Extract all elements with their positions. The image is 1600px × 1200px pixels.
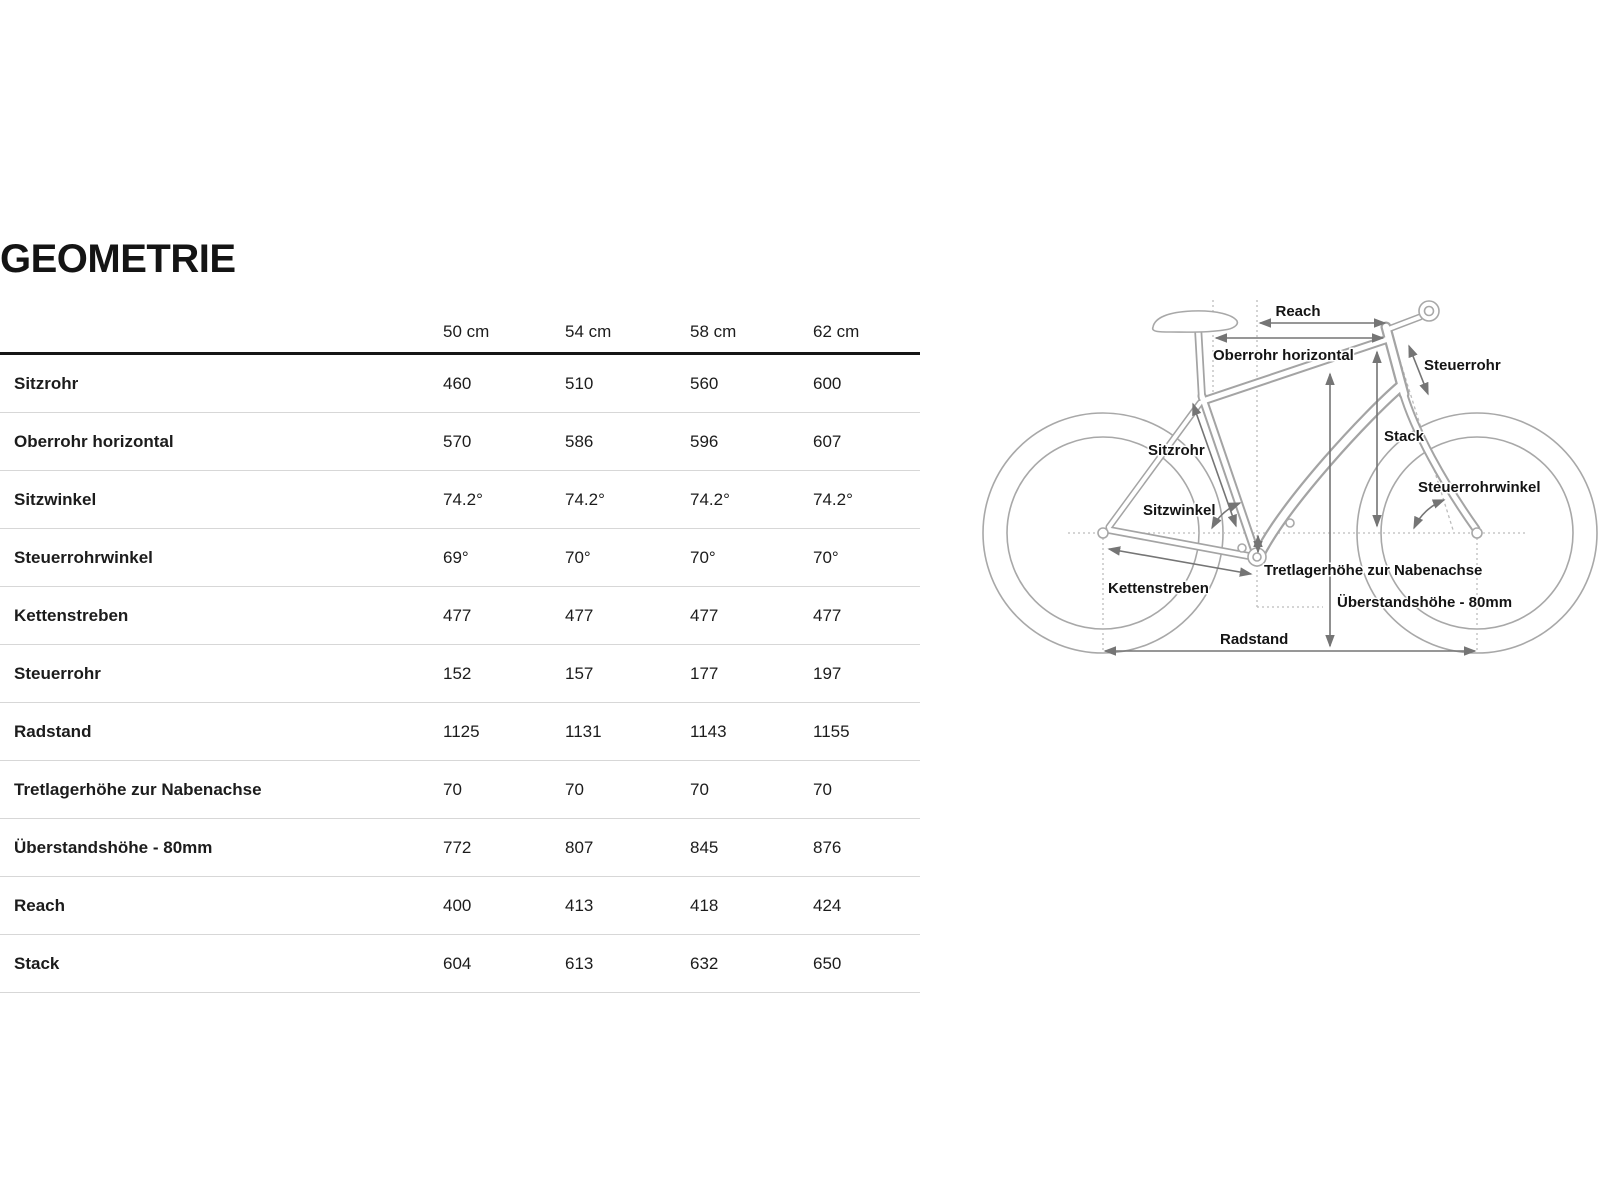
cell-value: 69° — [443, 547, 469, 567]
cell-value: 607 — [813, 431, 842, 451]
row-label: Reach — [14, 895, 66, 915]
cell-value: 600 — [813, 373, 842, 393]
cell-value: 70° — [690, 547, 716, 567]
cell-value: 424 — [813, 895, 842, 915]
table-row — [0, 877, 920, 935]
cell-value: 560 — [690, 373, 719, 393]
table-row — [0, 761, 920, 819]
cell-value: 70° — [813, 547, 839, 567]
cell-value: 177 — [690, 663, 719, 683]
column-header-54cm: 54 cm — [565, 322, 612, 341]
cell-value: 70° — [565, 547, 591, 567]
table-row — [0, 935, 920, 993]
cell-value: 876 — [813, 837, 842, 857]
table-row — [0, 587, 920, 645]
cell-value: 510 — [565, 373, 594, 393]
row-label: Kettenstreben — [14, 605, 129, 625]
cell-value: 596 — [690, 431, 719, 451]
cell-value: 632 — [690, 953, 719, 973]
cell-value: 152 — [443, 663, 472, 683]
cell-value: 400 — [443, 895, 472, 915]
cell-value: 74.2° — [690, 489, 730, 509]
cell-value: 845 — [690, 837, 719, 857]
reach-label: Reach — [1275, 303, 1321, 320]
column-header-50cm: 50 cm — [443, 322, 490, 341]
cell-value: 477 — [443, 605, 472, 625]
cell-value: 197 — [813, 663, 842, 683]
row-label: Steuerrohr — [14, 663, 101, 683]
cell-value: 70 — [813, 779, 832, 799]
sitzrohr-label: Sitzrohr — [1148, 442, 1205, 459]
cell-value: 70 — [690, 779, 709, 799]
diagram-labels — [1108, 303, 1541, 648]
cell-value: 1155 — [813, 721, 850, 741]
ueberstandshoehe-label: Überstandshöhe - 80mm — [1337, 594, 1513, 611]
cell-value: 157 — [565, 663, 594, 683]
steuerrohr-label: Steuerrohr — [1424, 357, 1501, 374]
sitzwinkel-label: Sitzwinkel — [1143, 502, 1216, 519]
cell-value: 604 — [443, 953, 472, 973]
cell-value: 1125 — [443, 721, 480, 741]
steuerrohrwinkel-arc — [1414, 500, 1444, 528]
front-hub — [1472, 528, 1482, 538]
row-label: Oberrohr horizontal — [14, 431, 174, 451]
cell-value: 772 — [443, 837, 472, 857]
stack-label: Stack — [1384, 428, 1425, 445]
page-title: GEOMETRIE — [0, 236, 236, 281]
column-header-62cm: 62 cm — [813, 322, 860, 341]
table-row — [0, 471, 920, 529]
cell-value: 70 — [565, 779, 584, 799]
saddle — [1153, 311, 1238, 332]
cell-value: 413 — [565, 895, 594, 915]
cell-value: 586 — [565, 431, 594, 451]
oberrohr-label: Oberrohr horizontal — [1213, 347, 1354, 364]
table-row — [0, 819, 920, 877]
table-row — [0, 413, 920, 471]
table-row — [0, 703, 920, 761]
bike-frame — [1098, 301, 1482, 566]
cell-value: 70 — [443, 779, 462, 799]
table-row — [0, 645, 920, 703]
bike-geometry-diagram — [950, 270, 1600, 670]
cell-value: 477 — [690, 605, 719, 625]
row-label: Überstandshöhe - 80mm — [14, 837, 213, 857]
row-label: Stack — [14, 953, 60, 973]
cell-value: 807 — [565, 837, 594, 857]
column-header-58cm: 58 cm — [690, 322, 737, 341]
cell-value: 650 — [813, 953, 842, 973]
radstand-label: Radstand — [1220, 631, 1289, 648]
cell-value: 460 — [443, 373, 472, 393]
row-label: Tretlagerhöhe zur Nabenachse — [14, 779, 262, 799]
steuerrohrwinkel-label: Steuerrohrwinkel — [1418, 479, 1541, 496]
kettenstreben-label: Kettenstreben — [1108, 580, 1209, 597]
cell-value: 1131 — [565, 721, 602, 741]
cell-value: 477 — [565, 605, 594, 625]
cell-value: 477 — [813, 605, 842, 625]
cell-value: 74.2° — [443, 489, 483, 509]
tretlagerhoehe-label: Tretlagerhöhe zur Nabenachse — [1264, 562, 1483, 579]
row-label: Steuerrohrwinkel — [14, 547, 153, 567]
rear-hub — [1098, 528, 1108, 538]
row-label: Sitzrohr — [14, 373, 79, 393]
table-header-row — [0, 300, 920, 355]
cell-value: 74.2° — [813, 489, 853, 509]
table-row — [0, 355, 920, 413]
cell-value: 1143 — [690, 721, 727, 741]
row-label: Radstand — [14, 721, 92, 741]
cell-value: 570 — [443, 431, 472, 451]
row-label: Sitzwinkel — [14, 489, 97, 509]
cell-value: 613 — [565, 953, 594, 973]
cell-value: 418 — [690, 895, 719, 915]
cell-value: 74.2° — [565, 489, 605, 509]
table-row — [0, 529, 920, 587]
geometry-table — [0, 300, 920, 993]
